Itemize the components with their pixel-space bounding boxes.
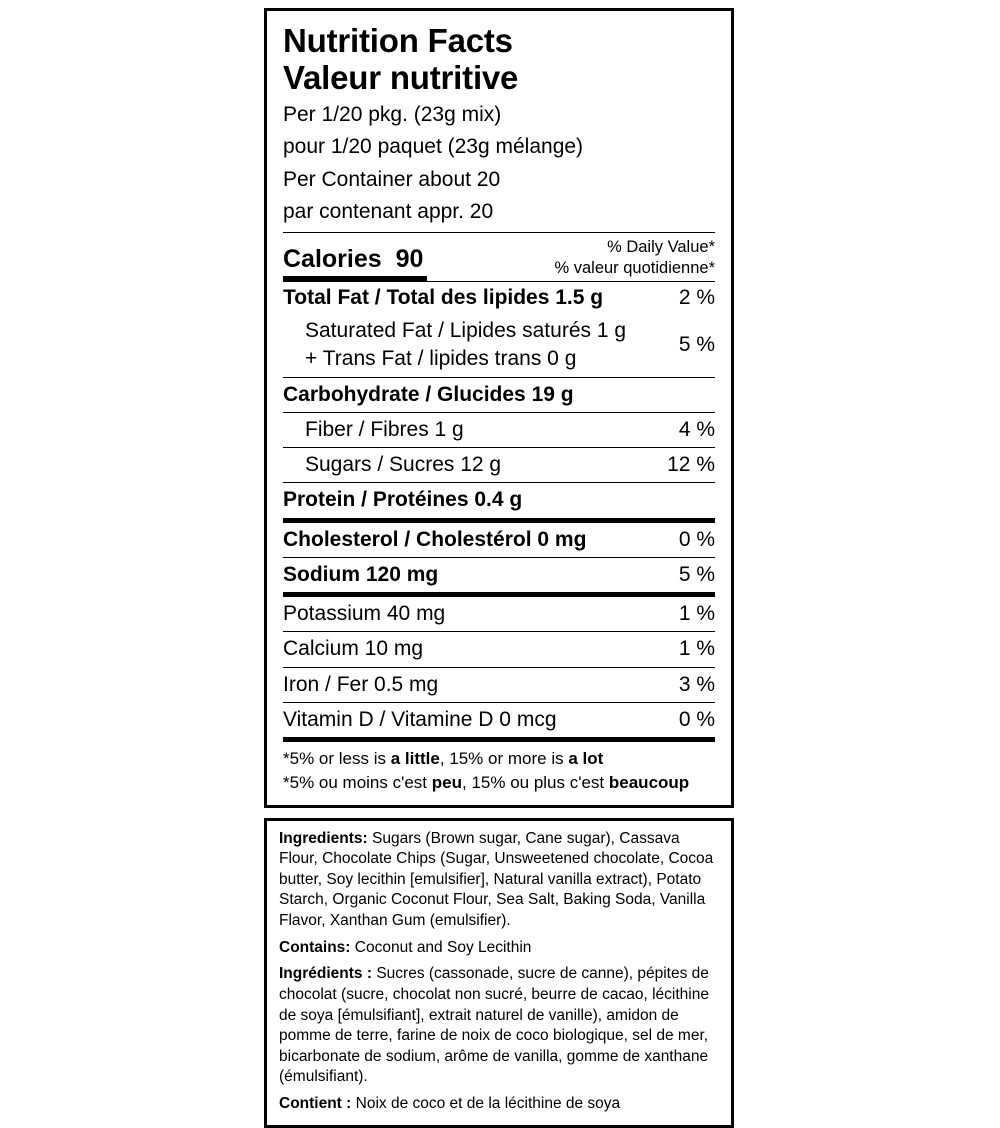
- footnote-en-part2: , 15% or more is: [439, 749, 569, 769]
- contient-text: Noix de coco et de la lécithine de soya: [351, 1094, 621, 1112]
- serving-size-english: Per 1/20 pkg. (23g mix): [283, 102, 502, 126]
- contains-heading: Contains:: [279, 938, 351, 956]
- iron-label: Iron / Fer 0.5 mg: [283, 672, 439, 696]
- per-container-english: Per Container about 20: [283, 167, 501, 191]
- total-fat-percent: 2 %: [678, 285, 715, 309]
- title-french: Valeur nutritive: [283, 58, 519, 96]
- title-english: Nutrition Facts: [283, 22, 513, 59]
- daily-value-english: % Daily Value*: [607, 238, 715, 257]
- protein-label: Protein / Protéines 0.4 g: [283, 488, 523, 512]
- calories-value: 90: [395, 244, 424, 273]
- ingredients-french-text: Sucres (cassonade, sucre de canne), pépites de chocolat (sucre, chocolat non sucré, beurre de cacao, lécithine de soya [émulsifiant], extrait naturel de vanille), amidon de pomme de terre, farine de noix de coco biologique, sel de mer, bicarbonate de sodium, arôme de vanilla, gomme de xanthane (émulsifiant).: [279, 965, 709, 1086]
- contains-english: [279, 938, 719, 959]
- iron-row: [283, 668, 715, 702]
- sodium-row: [283, 558, 715, 592]
- contains-text: Coconut and Soy Lecithin: [350, 938, 532, 956]
- calcium-label: Calcium 10 mg: [283, 637, 424, 661]
- serving-size-french: pour 1/20 paquet (23g mélange): [283, 135, 584, 159]
- sugars-label: Sugars / Sucres 12 g: [305, 453, 502, 477]
- saturated-fat-label: Saturated Fat / Lipides saturés 1 g: [305, 318, 627, 342]
- saturated-trans-labels: [283, 317, 626, 374]
- footnote-english: [283, 742, 715, 771]
- ingredients-english: [279, 829, 719, 932]
- sugars-percent: 12 %: [667, 453, 715, 477]
- footnote-en-part1: *5% or less is: [283, 749, 391, 769]
- potassium-row: [283, 597, 715, 631]
- vitamin-d-label: Vitamin D / Vitamine D 0 mcg: [283, 707, 557, 731]
- contient-french: [279, 1094, 719, 1115]
- fiber-row: [283, 413, 715, 447]
- protein-row: [283, 483, 715, 517]
- daily-value-french: % valeur quotidienne*: [554, 258, 715, 277]
- contient-heading: Contient :: [279, 1094, 352, 1112]
- ingredients-english-text: Sugars (Brown sugar, Cane sugar), Cassava Flour, Chocolate Chips (Sugar, Unsweetened chocolate, Cocoa butter, Soy lecithin [emulsifier], Natural vanilla extract), Potato Starch, Organic Coconut Flour, Sea Salt, Baking Soda, Vanilla Flavor, Xanthan Gum (emulsifier).: [279, 829, 714, 930]
- footnote-fr-peu: peu: [431, 772, 462, 792]
- cholesterol-percent: 0 %: [678, 527, 715, 551]
- iron-percent: 3 %: [678, 672, 715, 696]
- sugars-row: [283, 448, 715, 482]
- trans-fat-label: + Trans Fat / lipides trans 0 g: [305, 347, 577, 371]
- fiber-label: Fiber / Fibres 1 g: [305, 417, 464, 441]
- carbohydrate-label: Carbohydrate / Glucides 19 g: [283, 382, 574, 406]
- total-fat-label: Total Fat / Total des lipides 1.5 g: [283, 285, 604, 309]
- nutrition-label-panel: [264, 8, 734, 1128]
- footnote-fr-part1: *5% ou moins c'est: [283, 772, 432, 792]
- cholesterol-row: [283, 523, 715, 557]
- carbohydrate-row: [283, 378, 715, 412]
- fiber-percent: 4 %: [678, 417, 715, 441]
- vitamin-d-percent: 0 %: [678, 707, 715, 731]
- saturated-trans-percent: 5 %: [678, 333, 715, 357]
- sodium-percent: 5 %: [678, 562, 715, 586]
- ingredients-english-heading: Ingredients:: [279, 829, 368, 847]
- calories-row: [283, 233, 715, 280]
- calories-block: [283, 245, 427, 281]
- footnote-fr-part2: , 15% ou plus c'est: [462, 772, 609, 792]
- ingredients-box: [264, 818, 734, 1128]
- daily-value-header: [554, 237, 715, 280]
- sodium-label: Sodium 120 mg: [283, 562, 439, 586]
- potassium-label: Potassium 40 mg: [283, 602, 446, 626]
- cholesterol-label: Cholesterol / Cholestérol 0 mg: [283, 527, 587, 551]
- footnote-french: [283, 771, 715, 795]
- saturated-trans-group: [283, 315, 715, 377]
- calories-label: Calories: [283, 244, 382, 273]
- calcium-row: [283, 632, 715, 666]
- per-container-french: par contenant appr. 20: [283, 199, 494, 223]
- footnote-en-alot: a lot: [568, 749, 604, 769]
- ingredients-french-heading: Ingrédients :: [279, 965, 373, 983]
- vitamin-d-row: [283, 703, 715, 737]
- fat-group: [283, 282, 715, 315]
- potassium-percent: 1 %: [678, 602, 715, 626]
- footnote-en-little: a little: [390, 749, 440, 769]
- ingredients-french: [279, 964, 719, 1088]
- calcium-percent: 1 %: [678, 637, 715, 661]
- footnote-fr-beaucoup: beaucoup: [608, 772, 690, 792]
- fat-labels: [283, 284, 603, 312]
- nutrition-facts-box: [264, 8, 734, 808]
